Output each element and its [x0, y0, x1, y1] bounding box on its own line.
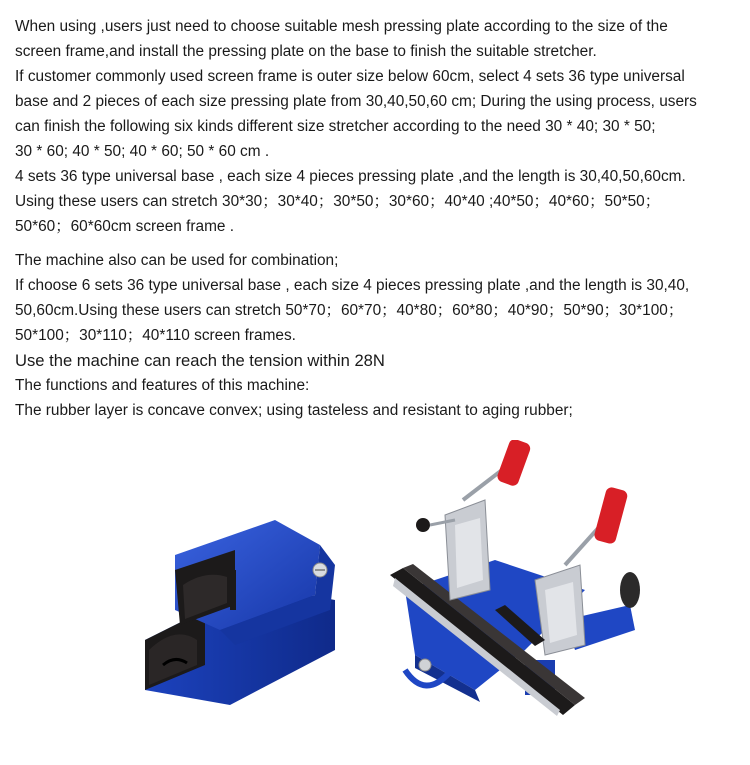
text-line: screen frame,and install the pressing plate on the base to finish the suitable stretcher.: [15, 43, 597, 60]
base-block-closeup-image: [135, 515, 350, 710]
text-line: 30 * 60; 40 * 50; 40 * 60; 50 * 60 cm .: [15, 143, 270, 160]
text-line: 50,60cm.Using these users can stretch 50*70；60*70；40*80；60*80；40*90；50*90；30*100；: [15, 302, 684, 319]
text-line: The rubber layer is concave convex; using tasteless and resistant to aging rubber;: [15, 402, 573, 419]
text-line: Using these users can stretch 30*30；30*40；30*50；30*60；40*40 ;40*50；40*60；50*50；: [15, 193, 661, 210]
text-line: When using ,users just need to choose suitable mesh pressing plate according to the size of the: [15, 18, 668, 35]
text-line: If choose 6 sets 36 type universal base , each size 4 pieces pressing plate ,and the length is 30,40,: [15, 277, 690, 294]
text-line: The functions and features of this machine:: [15, 377, 310, 394]
text-line: base and 2 pieces of each size pressing plate from 30,40,50,60 cm; During the using process, users: [15, 93, 697, 110]
stretcher-machine-image: [385, 440, 660, 735]
description-text: [15, 14, 740, 423]
text-line: can finish the following six kinds different size stretcher according to the need 30 * 40; 30 * 50;: [15, 118, 656, 135]
text-line: The machine also can be used for combination;: [15, 252, 339, 269]
text-line: 4 sets 36 type universal base , each size 4 pieces pressing plate ,and the length is 30,40,50,60cm.: [15, 168, 686, 185]
text-line: 50*60；60*60cm screen frame .: [15, 218, 235, 235]
text-line: 50*100；30*110；40*110 screen frames.: [15, 327, 296, 344]
text-line: Use the machine can reach the tension within 28N: [15, 351, 385, 370]
text-line: If customer commonly used screen frame is outer size below 60cm, select 4 sets 36 type universal: [15, 68, 685, 85]
